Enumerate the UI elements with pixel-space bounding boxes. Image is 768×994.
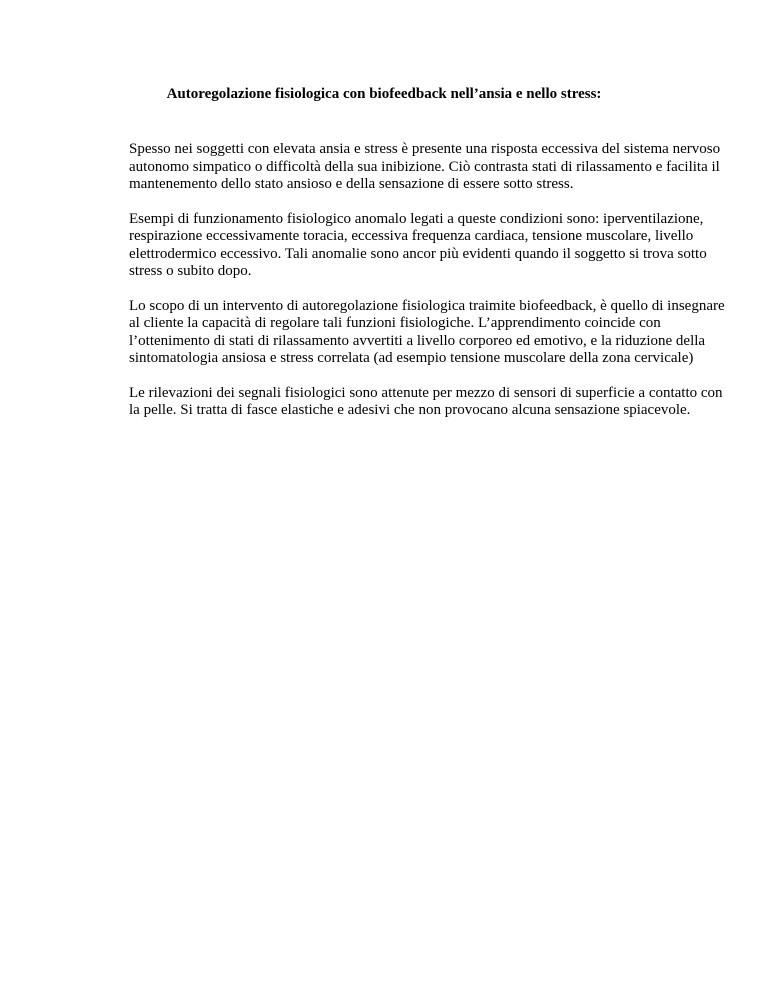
- paragraph-line: sintomatologia ansiosa e stress correlata (ad esempio tensione muscolare della zona cervicale): [129, 350, 694, 366]
- paragraph-1: [129, 141, 721, 194]
- paragraph-line: al cliente la capacità di regolare tali funzioni fisiologiche. L’apprendimento coincide con: [129, 315, 661, 331]
- paragraph-line: stress o subito dopo.: [129, 263, 252, 279]
- paragraph-line: autonomo simpatico o difficoltà della sua inibizione. Ciò contrasta stati di rilassamento e facilita il: [129, 158, 720, 175]
- paragraph-4: [129, 384, 723, 420]
- document-title: Autoregolazione fisiologica con biofeedback nell’ansia e nello stress:: [166, 86, 602, 102]
- paragraph-line: mantenemento dello stato ansioso e della sensazione di essere sotto stress.: [129, 176, 574, 192]
- paragraph-line: respirazione eccessivamente toracia, eccessiva frequenza cardiaca, tensione muscolare, livello: [129, 228, 694, 244]
- paragraph-line: Spesso nei soggetti con elevata ansia e stress è presente una risposta eccessiva del sistema nervoso: [129, 141, 721, 157]
- paragraph-line: Le rilevazioni dei segnali fisiologici sono attenute per mezzo di sensori di superficie a contatto con: [129, 384, 723, 401]
- paragraph-line: l’ottenimento di stati di rilassamento avvertiti a livello corporeo ed emotivo, e la riduzione della: [129, 332, 706, 349]
- paragraph-2: [129, 210, 707, 281]
- paragraph-3: [129, 297, 725, 368]
- paragraph-line: Lo scopo di un intervento di autoregolazione fisiologica traimite biofeedback, è quello di insegnare: [129, 297, 725, 314]
- document-body: [129, 141, 725, 437]
- paragraph-line: Esempi di funzionamento fisiologico anomalo legati a queste condizioni sono: iperventilazione,: [129, 210, 704, 227]
- paragraph-line: elettrodermico eccessivo. Tali anomalie sono ancor più evidenti quando il soggetto si trova sotto: [129, 245, 707, 262]
- paragraph-line: la pelle. Si tratta di fasce elastiche e adesivi che non provocano alcuna sensazione spiacevole.: [129, 402, 691, 418]
